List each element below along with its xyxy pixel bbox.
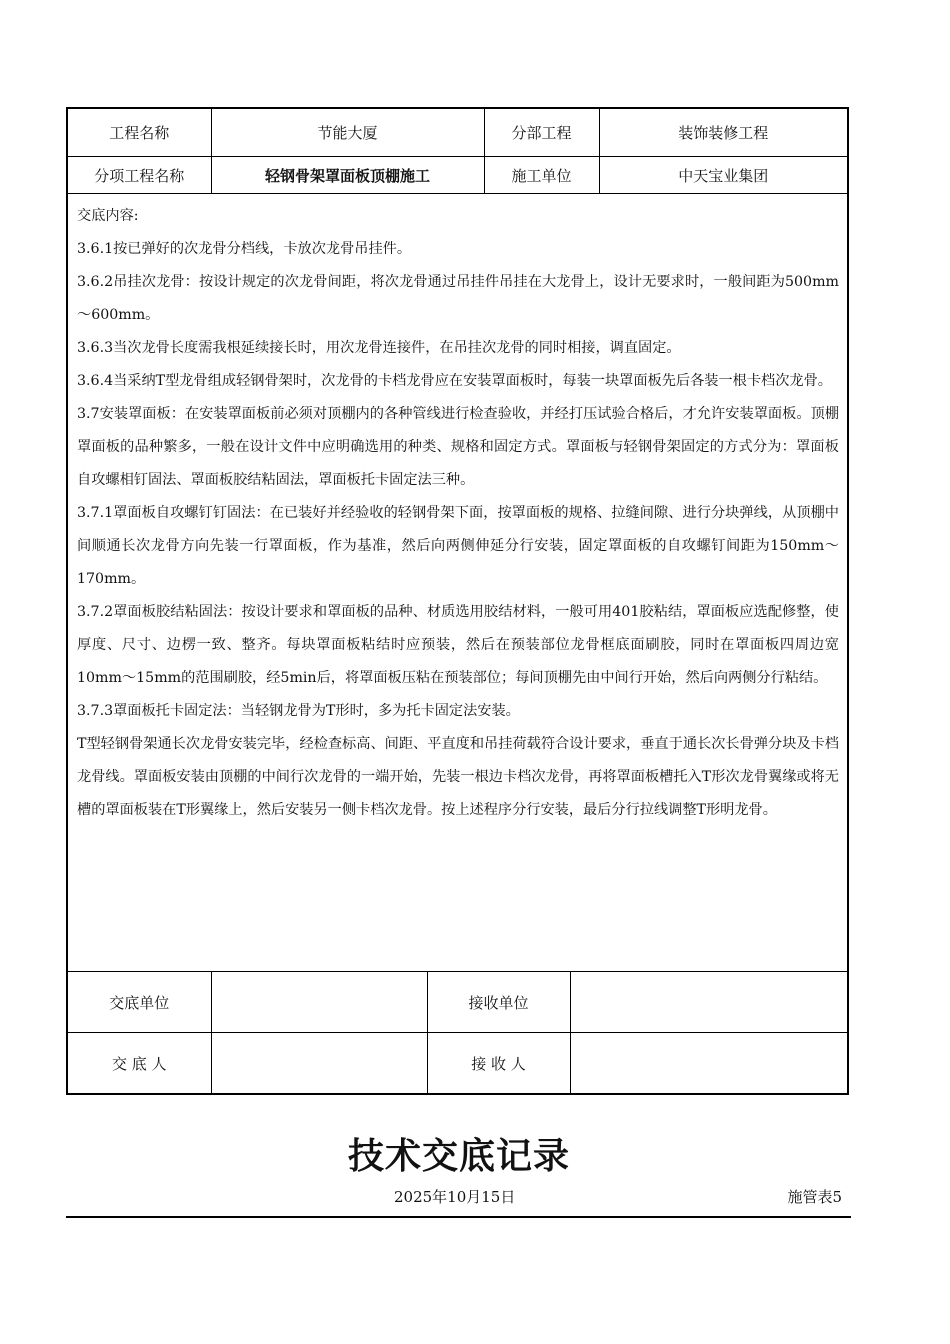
document-title: 技术交底记录 (347, 1136, 570, 1177)
subitem-label: 分项工程名称 (68, 157, 211, 194)
disclosure-content (68, 194, 847, 972)
content-heading: 交底内容: (77, 208, 139, 224)
issuer-person-field[interactable] (211, 1033, 427, 1094)
content-paragraph: 3.6.3当次龙骨长度需我根延续接长时，用次龙骨连接件，在吊挂次龙骨的同时相接，调直固定。 (77, 340, 681, 356)
project-name-value: 节能大厦 (211, 109, 484, 157)
form-number: 施管表5 (787, 1188, 842, 1206)
issuer-unit-field[interactable] (211, 972, 427, 1033)
content-paragraph: 3.7.3罩面板托卡固定法：当轻钢龙骨为T形时，多为托卡固定法安装。 (77, 703, 520, 719)
issuer-unit-label: 交底单位 (68, 972, 211, 1033)
content-paragraph: 3.7.1罩面板自攻螺钉钉固法：在已装好并经验收的轻钢骨架下面，按罩面板的规格、拉缝间隙、进行分块弹线，从顶棚中间顺通长次龙骨方向先装一行罩面板，作为基准，然后向两侧伸延分行安装，固定罩面板的自攻螺钉间距为150mm～170mm。 (77, 505, 839, 587)
division-value: 装饰装修工程 (599, 109, 847, 157)
content-paragraph: 3.7.2罩面板胶结粘固法：按设计要求和罩面板的品种、材质选用胶结材料，一般可用401胶粘结，罩面板应选配修整，使厚度、尺寸、边楞一致、整齐。每块罩面板粘结时应预装，然后在预装部位龙骨框底面刷胶，同时在罩面板四周边宽10mm～15mm的范围刷胶，经5min后，将罩面板压粘在预装部位；每间顶棚先由中间行开始，然后向两侧分行粘结。 (77, 604, 839, 686)
content-paragraph: 3.6.4当采纳T型龙骨组成轻钢骨架时，次龙骨的卡档龙骨应在安装罩面板时，每装一块罩面板先后各装一根卡档次龙骨。 (77, 373, 832, 389)
header-table (68, 109, 847, 194)
receiver-person-label: 接 收 人 (427, 1033, 570, 1094)
subitem-value: 轻钢骨架罩面板顶棚施工 (211, 157, 484, 194)
disclosure-form (66, 107, 849, 1095)
contractor-value: 中天宝业集团 (599, 157, 847, 194)
content-paragraph: 3.7安装罩面板：在安装罩面板前必须对顶棚内的各种管线进行检查验收，并经打压试验合格后，才允许安装罩面板。顶棚罩面板的品种繁多，一般在设计文件中应明确选用的种类、规格和固定方式。罩面板与轻钢骨架固定的方式分为：罩面板自攻螺相钉固法、罩面板胶结粘固法，罩面板托卡固定法三种。 (77, 406, 839, 488)
division-label: 分部工程 (484, 109, 599, 157)
footer-rule (66, 1216, 851, 1218)
document-date: 2025年10月15日 (394, 1188, 516, 1206)
contractor-label: 施工单位 (484, 157, 599, 194)
receiver-person-field[interactable] (570, 1033, 847, 1094)
issuer-person-label: 交 底 人 (68, 1033, 211, 1094)
receiver-unit-field[interactable] (570, 972, 847, 1033)
project-name-label: 工程名称 (68, 109, 211, 157)
receiver-unit-label: 接收单位 (427, 972, 570, 1033)
signature-table (68, 972, 847, 1093)
content-paragraph: 3.6.2吊挂次龙骨：按设计规定的次龙骨间距，将次龙骨通过吊挂件吊挂在大龙骨上，设计无要求时，一般间距为500mm～600mm。 (77, 274, 839, 323)
content-paragraph: T型轻钢骨架通长次龙骨安装完毕，经检查标高、间距、平直度和吊挂荷载符合设计要求，垂直于通长次长骨弹分块及卡档龙骨线。罩面板安装由顶棚的中间行次龙骨的一端开始，先装一根边卡档次龙骨，再将罩面板槽托入T形次龙骨翼缘或将无槽的罩面板装在T形翼缘上，然后安装另一侧卡档次龙骨。按上述程序分行安装，最后分行拉线调整T形明龙骨。 (77, 736, 839, 818)
content-paragraph: 3.6.1按已弹好的次龙骨分档线，卡放次龙骨吊挂件。 (77, 241, 412, 257)
